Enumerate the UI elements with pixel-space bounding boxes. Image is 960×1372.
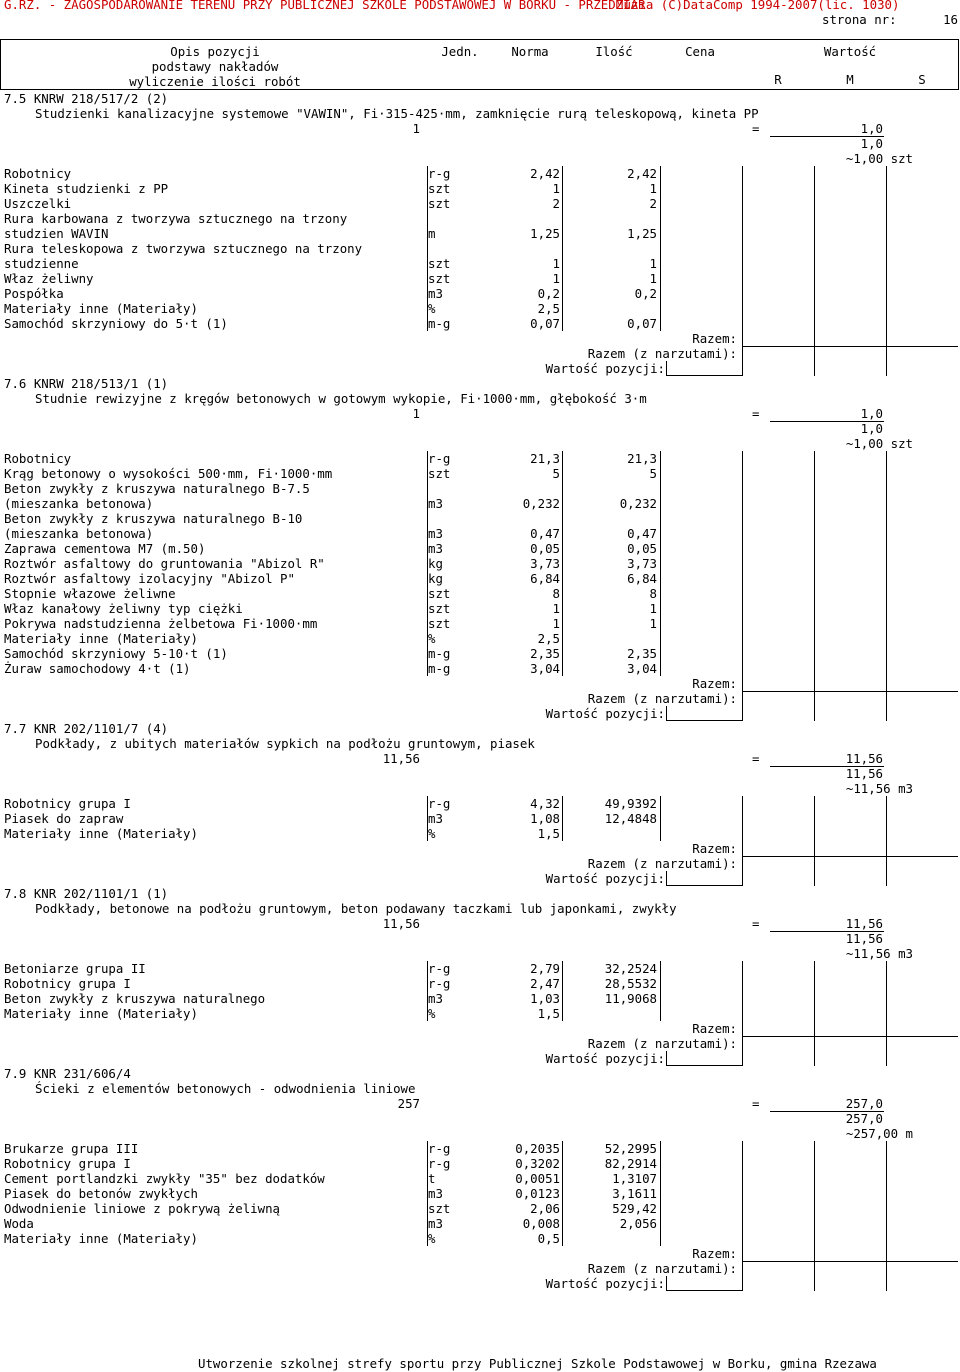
resource-unit: r-g — [428, 166, 451, 181]
resource-norm: 1 — [552, 181, 560, 196]
page-number: 16 — [943, 12, 958, 27]
item-calc-value: 1,0 — [860, 406, 883, 421]
resource-name: Uszczelki — [4, 196, 72, 211]
grid-line — [666, 1065, 742, 1066]
resource-name: (mieszanka betonowa) — [4, 496, 154, 511]
resource-unit: % — [428, 301, 436, 316]
grid-line — [742, 841, 743, 886]
grid-line — [742, 451, 743, 676]
razem-narzut-label: Razem (z narzutami): — [587, 856, 737, 871]
item-subtotal: 1,0 — [860, 136, 883, 151]
resource-qty: 3,73 — [627, 556, 657, 571]
grid-line — [742, 346, 958, 347]
resource-norm: 0,0123 — [515, 1186, 560, 1201]
grid-line — [886, 961, 887, 1021]
resource-unit: r-g — [428, 976, 451, 991]
col-r: R — [774, 72, 782, 87]
header-bottom-rule — [0, 89, 958, 90]
grid-line — [666, 1276, 667, 1291]
item-calc-value: 11,56 — [845, 916, 883, 931]
resource-qty: 0,47 — [627, 526, 657, 541]
grid-line — [742, 166, 743, 331]
resource-qty: 529,42 — [612, 1201, 657, 1216]
col-norm: Norma — [511, 44, 549, 59]
resource-name: (mieszanka betonowa) — [4, 526, 154, 541]
resource-qty: 6,84 — [627, 571, 657, 586]
item-description: Studzienki kanalizacyjne systemowe "VAWIN", Fi·315-425·mm, zamknięcie rurą teleskopową, kineta PP — [35, 106, 759, 121]
item-calc-equals: = — [752, 1096, 760, 1111]
grid-line — [742, 1246, 743, 1291]
item-code: 7.8 KNR 202/1101/1 (1) — [4, 886, 169, 901]
resource-norm: 0,2 — [537, 286, 560, 301]
grid-line — [886, 841, 887, 886]
resource-qty: 5 — [649, 466, 657, 481]
grid-line — [742, 331, 743, 376]
razem-label: Razem: — [692, 1021, 737, 1036]
resource-unit: m3 — [428, 541, 443, 556]
grid-line — [742, 676, 743, 721]
col-desc-line2: podstawy nakładów — [151, 59, 279, 74]
resource-norm: 1 — [552, 271, 560, 286]
resource-qty: 32,2524 — [604, 961, 657, 976]
item-calc-equals: = — [752, 121, 760, 136]
resource-name: Materiały inne (Materiały) — [4, 301, 198, 316]
resource-name: Samochód skrzyniowy 5-10·t (1) — [4, 646, 228, 661]
resource-name: Żuraw samochodowy 4·t (1) — [4, 661, 191, 676]
resource-norm: 0,0051 — [515, 1171, 560, 1186]
resource-norm: 2,5 — [537, 301, 560, 316]
resource-name: Materiały inne (Materiały) — [4, 826, 198, 841]
grid-line — [660, 961, 661, 1021]
col-desc-line1: Opis pozycji — [170, 44, 260, 59]
grid-line — [666, 706, 667, 721]
resource-norm: 2,42 — [530, 166, 560, 181]
resource-qty: 11,9068 — [604, 991, 657, 1006]
resource-qty: 2,35 — [627, 646, 657, 661]
item-calc-equals: = — [752, 751, 760, 766]
grid-line — [427, 166, 428, 331]
grid-line — [814, 796, 815, 841]
grid-line — [660, 166, 661, 331]
grid-line — [742, 961, 743, 1021]
resource-unit: szt — [428, 466, 451, 481]
resource-unit: m-g — [428, 661, 451, 676]
wartosc-pozycji-label: Wartość pozycji: — [545, 1276, 665, 1291]
resource-name: Pospółka — [4, 286, 64, 301]
wartosc-pozycji-label: Wartość pozycji: — [545, 706, 665, 721]
razem-narzut-label: Razem (z narzutami): — [587, 691, 737, 706]
footer-text: Utworzenie szkolnej strefy sportu przy Publicznej Szkole Podstawowej w Borku, gmina Rzezawa — [198, 1356, 877, 1371]
resource-unit: szt — [428, 616, 451, 631]
resource-norm: 21,3 — [530, 451, 560, 466]
grid-line — [562, 1141, 563, 1246]
resource-norm: 1,08 — [530, 811, 560, 826]
resource-qty: 28,5532 — [604, 976, 657, 991]
resource-unit: m3 — [428, 1186, 443, 1201]
resource-unit: m3 — [428, 1216, 443, 1231]
item-calc-expression: 1 — [412, 121, 420, 136]
grid-line — [814, 676, 815, 721]
resource-unit: m3 — [428, 496, 443, 511]
item-description: Studnie rewizyjne z kręgów betonowych w gotowym wykopie, Fi·1000·mm, głębokość 3·m — [35, 391, 647, 406]
resource-name: Robotnicy — [4, 451, 72, 466]
grid-line — [886, 331, 887, 376]
resource-name: studzienne — [4, 256, 79, 271]
resource-name: Rura karbowana z tworzywa sztucznego na trzony — [4, 211, 348, 226]
resource-name: Krąg betonowy o wysokości 500·mm, Fi·1000·mm — [4, 466, 333, 481]
grid-line — [666, 361, 667, 376]
item-total: ~257,00 m — [845, 1126, 913, 1141]
resource-norm: 2,35 — [530, 646, 560, 661]
item-calc-value: 257,0 — [845, 1096, 883, 1111]
resource-norm: 0,008 — [522, 1216, 560, 1231]
grid-line — [742, 1036, 958, 1037]
item-subtotal: 11,56 — [845, 931, 883, 946]
resource-qty: 2,42 — [627, 166, 657, 181]
resource-norm: 1,5 — [537, 826, 560, 841]
item-subtotal: 257,0 — [845, 1111, 883, 1126]
razem-narzut-label: Razem (z narzutami): — [587, 346, 737, 361]
resource-unit: % — [428, 1231, 436, 1246]
item-calc-equals: = — [752, 916, 760, 931]
item-code: 7.6 KNRW 218/513/1 (1) — [4, 376, 169, 391]
item-calc-value: 11,56 — [845, 751, 883, 766]
resource-name: Beton zwykły z kruszywa naturalnego B-7.5 — [4, 481, 310, 496]
grid-line — [814, 961, 815, 1021]
resource-norm: 1 — [552, 256, 560, 271]
resource-name: Zaprawa cementowa M7 (m.50) — [4, 541, 206, 556]
resource-name: Samochód skrzyniowy do 5·t (1) — [4, 316, 228, 331]
resource-qty: 0,2 — [634, 286, 657, 301]
resource-qty: 12,4848 — [604, 811, 657, 826]
razem-narzut-label: Razem (z narzutami): — [587, 1261, 737, 1276]
resource-unit: m3 — [428, 811, 443, 826]
col-m: M — [846, 72, 854, 87]
grid-line — [666, 871, 667, 886]
resource-norm: 5 — [552, 466, 560, 481]
resource-unit: szt — [428, 196, 451, 211]
item-calc-equals: = — [752, 406, 760, 421]
resource-qty: 1 — [649, 271, 657, 286]
grid-line — [562, 166, 563, 331]
razem-label: Razem: — [692, 1246, 737, 1261]
resource-qty: 1 — [649, 601, 657, 616]
grid-line — [814, 451, 815, 676]
item-code: 7.9 KNR 231/606/4 — [4, 1066, 131, 1081]
grid-line — [666, 885, 742, 886]
item-subtotal: 1,0 — [860, 421, 883, 436]
resource-unit: kg — [428, 556, 443, 571]
resource-unit: m3 — [428, 286, 443, 301]
resource-name: Beton zwykły z kruszywa naturalnego — [4, 991, 266, 1006]
wartosc-pozycji-label: Wartość pozycji: — [545, 361, 665, 376]
item-subtotal: 11,56 — [845, 766, 883, 781]
resource-unit: r-g — [428, 451, 451, 466]
item-total: ~11,56 m3 — [845, 781, 913, 796]
resource-norm: 0,2035 — [515, 1141, 560, 1156]
resource-unit: kg — [428, 571, 443, 586]
resource-name: Woda — [4, 1216, 34, 1231]
grid-line — [742, 1141, 743, 1246]
grid-line — [742, 691, 958, 692]
resource-norm: 1,03 — [530, 991, 560, 1006]
resource-unit: szt — [428, 271, 451, 286]
resource-norm: 1,5 — [537, 1006, 560, 1021]
resource-qty: 82,2914 — [604, 1156, 657, 1171]
grid-line — [814, 1021, 815, 1066]
resource-unit: szt — [428, 256, 451, 271]
resource-norm: 2,5 — [537, 631, 560, 646]
header-top-rule — [0, 39, 958, 40]
resource-name: Robotnicy — [4, 166, 72, 181]
resource-unit: szt — [428, 1201, 451, 1216]
resource-qty: 0,232 — [619, 496, 657, 511]
resource-qty: 1,3107 — [612, 1171, 657, 1186]
resource-qty: 0,07 — [627, 316, 657, 331]
grid-line — [742, 1021, 743, 1066]
resource-norm: 4,32 — [530, 796, 560, 811]
resource-norm: 1 — [552, 601, 560, 616]
col-desc-line3: wyliczenie ilości robót — [129, 74, 301, 89]
grid-line — [427, 961, 428, 1021]
item-calc-expression: 257 — [397, 1096, 420, 1111]
resource-name: Materiały inne (Materiały) — [4, 1231, 198, 1246]
col-unit: Jedn. — [441, 44, 479, 59]
resource-name: Brukarze grupa III — [4, 1141, 139, 1156]
resource-name: Cement portlandzki zwykły "35" bez dodatków — [4, 1171, 325, 1186]
resource-norm: 2,47 — [530, 976, 560, 991]
razem-label: Razem: — [692, 676, 737, 691]
resource-unit: m — [428, 226, 436, 241]
resource-unit: r-g — [428, 1141, 451, 1156]
resource-name: Właz kanałowy żeliwny typ ciężki — [4, 601, 243, 616]
resource-norm: 0,3202 — [515, 1156, 560, 1171]
wartosc-pozycji-label: Wartość pozycji: — [545, 871, 665, 886]
resource-norm: 0,232 — [522, 496, 560, 511]
grid-line — [814, 1246, 815, 1291]
item-description: Ścieki z elementów betonowych - odwodnienia liniowe — [35, 1081, 416, 1096]
resource-name: Kineta studzienki z PP — [4, 181, 169, 196]
resource-name: Właz żeliwny — [4, 271, 94, 286]
wartosc-pozycji-label: Wartość pozycji: — [545, 1051, 665, 1066]
resource-norm: 2 — [552, 196, 560, 211]
grid-line — [660, 796, 661, 841]
resource-unit: szt — [428, 601, 451, 616]
resource-norm: 2,06 — [530, 1201, 560, 1216]
razem-label: Razem: — [692, 841, 737, 856]
grid-line — [742, 1261, 958, 1262]
resource-qty: 3,1611 — [612, 1186, 657, 1201]
grid-line — [886, 1141, 887, 1246]
resource-norm: 2,79 — [530, 961, 560, 976]
resource-norm: 8 — [552, 586, 560, 601]
resource-qty: 0,05 — [627, 541, 657, 556]
grid-line — [814, 166, 815, 331]
resource-qty: 1 — [649, 181, 657, 196]
resource-name: Odwodnienie liniowe z pokrywą żeliwną — [4, 1201, 281, 1216]
resource-norm: 1 — [552, 616, 560, 631]
resource-name: Piasek do zapraw — [4, 811, 124, 826]
resource-name: Rura teleskopowa z tworzywa sztucznego na trzony — [4, 241, 363, 256]
grid-line — [562, 451, 563, 676]
grid-line — [427, 796, 428, 841]
resource-name: Robotnicy grupa I — [4, 976, 131, 991]
resource-qty: 49,9392 — [604, 796, 657, 811]
grid-line — [814, 331, 815, 376]
grid-line — [562, 796, 563, 841]
resource-unit: t — [428, 1171, 436, 1186]
resource-norm: 0,47 — [530, 526, 560, 541]
grid-line — [666, 1051, 667, 1066]
resource-unit: % — [428, 826, 436, 841]
resource-name: Materiały inne (Materiały) — [4, 631, 198, 646]
item-calc-expression: 11,56 — [382, 916, 420, 931]
page-label: strona nr: — [822, 12, 897, 27]
item-code: 7.7 KNR 202/1101/7 (4) — [4, 721, 169, 736]
grid-line — [886, 1021, 887, 1066]
resource-name: Beton zwykły z kruszywa naturalnego B-10 — [4, 511, 303, 526]
software-overlay: Zuzia (C)DataComp 1994-2007(lic. 1030) — [616, 0, 900, 12]
document-title: G.RZ. - ZAGOSPODAROWANIE TERENU PRZY PUBLICZNEJ SZKOLE PODSTAWOWEJ W BORKU - PRZEDMIAR — [4, 0, 646, 12]
resource-norm: 0,5 — [537, 1231, 560, 1246]
resource-name: Robotnicy grupa I — [4, 796, 131, 811]
resource-norm: 0,05 — [530, 541, 560, 556]
resource-unit: m3 — [428, 991, 443, 1006]
grid-line — [427, 1141, 428, 1246]
grid-line — [427, 451, 428, 676]
item-code: 7.5 KNRW 218/517/2 (2) — [4, 91, 169, 106]
grid-line — [886, 1246, 887, 1291]
resource-unit: r-g — [428, 796, 451, 811]
resource-unit: szt — [428, 181, 451, 196]
col-value: Wartość — [823, 44, 877, 59]
item-description: Podkłady, betonowe na podłożu gruntowym, beton podawany taczkami lub japonkami, zwykły — [35, 901, 677, 916]
grid-line — [742, 856, 958, 857]
grid-line — [660, 1141, 661, 1246]
resource-qty: 1,25 — [627, 226, 657, 241]
razem-narzut-label: Razem (z narzutami): — [587, 1036, 737, 1051]
resource-name: Roztwór asfaltowy do gruntowania "Abizol R" — [4, 556, 325, 571]
item-description: Podkłady, z ubitych materiałów sypkich na podłożu gruntowym, piasek — [35, 736, 535, 751]
resource-qty: 1 — [649, 616, 657, 631]
item-calc-expression: 11,56 — [382, 751, 420, 766]
grid-line — [886, 676, 887, 721]
grid-line — [886, 451, 887, 676]
item-calc-value: 1,0 — [860, 121, 883, 136]
resource-norm: 1,25 — [530, 226, 560, 241]
grid-line — [742, 796, 743, 841]
grid-line — [666, 375, 742, 376]
resource-unit: r-g — [428, 961, 451, 976]
resource-unit: % — [428, 1006, 436, 1021]
resource-unit: szt — [428, 586, 451, 601]
resource-qty: 52,2995 — [604, 1141, 657, 1156]
resource-norm: 6,84 — [530, 571, 560, 586]
resource-name: Roztwór asfaltowy izolacyjny "Abizol P" — [4, 571, 295, 586]
resource-name: studzien WAVIN — [4, 226, 109, 241]
resource-name: Stopnie włazowe żeliwne — [4, 586, 176, 601]
resource-qty: 2 — [649, 196, 657, 211]
item-calc-expression: 1 — [412, 406, 420, 421]
grid-line — [666, 720, 742, 721]
resource-qty: 2,056 — [619, 1216, 657, 1231]
resource-norm: 3,73 — [530, 556, 560, 571]
grid-line — [814, 1141, 815, 1246]
resource-name: Pokrywa nadstudzienna żelbetowa Fi·1000·mm — [4, 616, 318, 631]
col-qty: Ilość — [595, 44, 633, 59]
grid-line — [666, 1290, 742, 1291]
resource-unit: m-g — [428, 646, 451, 661]
resource-name: Piasek do betonów zwykłych — [4, 1186, 198, 1201]
grid-line — [886, 796, 887, 841]
grid-line — [562, 961, 563, 1021]
resource-norm: 3,04 — [530, 661, 560, 676]
resource-unit: m3 — [428, 526, 443, 541]
resource-name: Materiały inne (Materiały) — [4, 1006, 198, 1021]
resource-norm: 0,07 — [530, 316, 560, 331]
resource-name: Robotnicy grupa I — [4, 1156, 131, 1171]
resource-unit: % — [428, 631, 436, 646]
item-total: ~1,00 szt — [845, 436, 913, 451]
grid-line — [660, 451, 661, 676]
resource-name: Betoniarze grupa II — [4, 961, 146, 976]
resource-qty: 3,04 — [627, 661, 657, 676]
resource-qty: 21,3 — [627, 451, 657, 466]
item-total: ~1,00 szt — [845, 151, 913, 166]
razem-label: Razem: — [692, 331, 737, 346]
resource-unit: m-g — [428, 316, 451, 331]
grid-line — [886, 166, 887, 331]
resource-qty: 8 — [649, 586, 657, 601]
resource-qty: 1 — [649, 256, 657, 271]
col-s: S — [918, 72, 926, 87]
item-total: ~11,56 m3 — [845, 946, 913, 961]
col-price: Cena — [685, 44, 715, 59]
resource-unit: r-g — [428, 1156, 451, 1171]
grid-line — [814, 841, 815, 886]
